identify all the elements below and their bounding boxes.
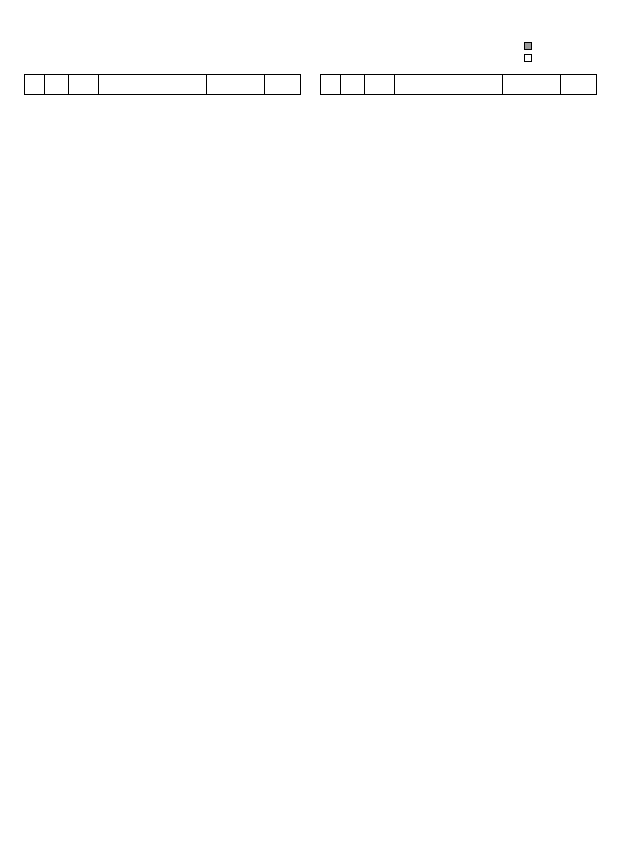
page-title bbox=[0, 6, 624, 36]
schedule-table-left bbox=[24, 74, 301, 95]
header-day bbox=[45, 75, 69, 95]
organizer bbox=[150, 56, 474, 70]
header-count bbox=[561, 75, 597, 95]
legend-item-white bbox=[524, 52, 620, 64]
header-count bbox=[265, 75, 301, 95]
header-town bbox=[207, 75, 265, 95]
header-month bbox=[25, 75, 45, 95]
gray-swatch-icon bbox=[524, 42, 532, 50]
header-weekday bbox=[69, 75, 99, 95]
header-month bbox=[321, 75, 341, 95]
header-place bbox=[99, 75, 207, 95]
legend-item-gray bbox=[524, 40, 620, 52]
table-header-row bbox=[321, 75, 597, 95]
header-town bbox=[503, 75, 561, 95]
white-swatch-icon bbox=[524, 54, 532, 62]
header-weekday bbox=[365, 75, 395, 95]
header-day bbox=[341, 75, 365, 95]
footnote bbox=[24, 812, 604, 826]
legend bbox=[524, 40, 620, 64]
header-place bbox=[395, 75, 503, 95]
table-header-row bbox=[25, 75, 301, 95]
date-range bbox=[150, 42, 474, 56]
schedule-table-right bbox=[320, 74, 597, 95]
footnote bbox=[60, 827, 600, 841]
